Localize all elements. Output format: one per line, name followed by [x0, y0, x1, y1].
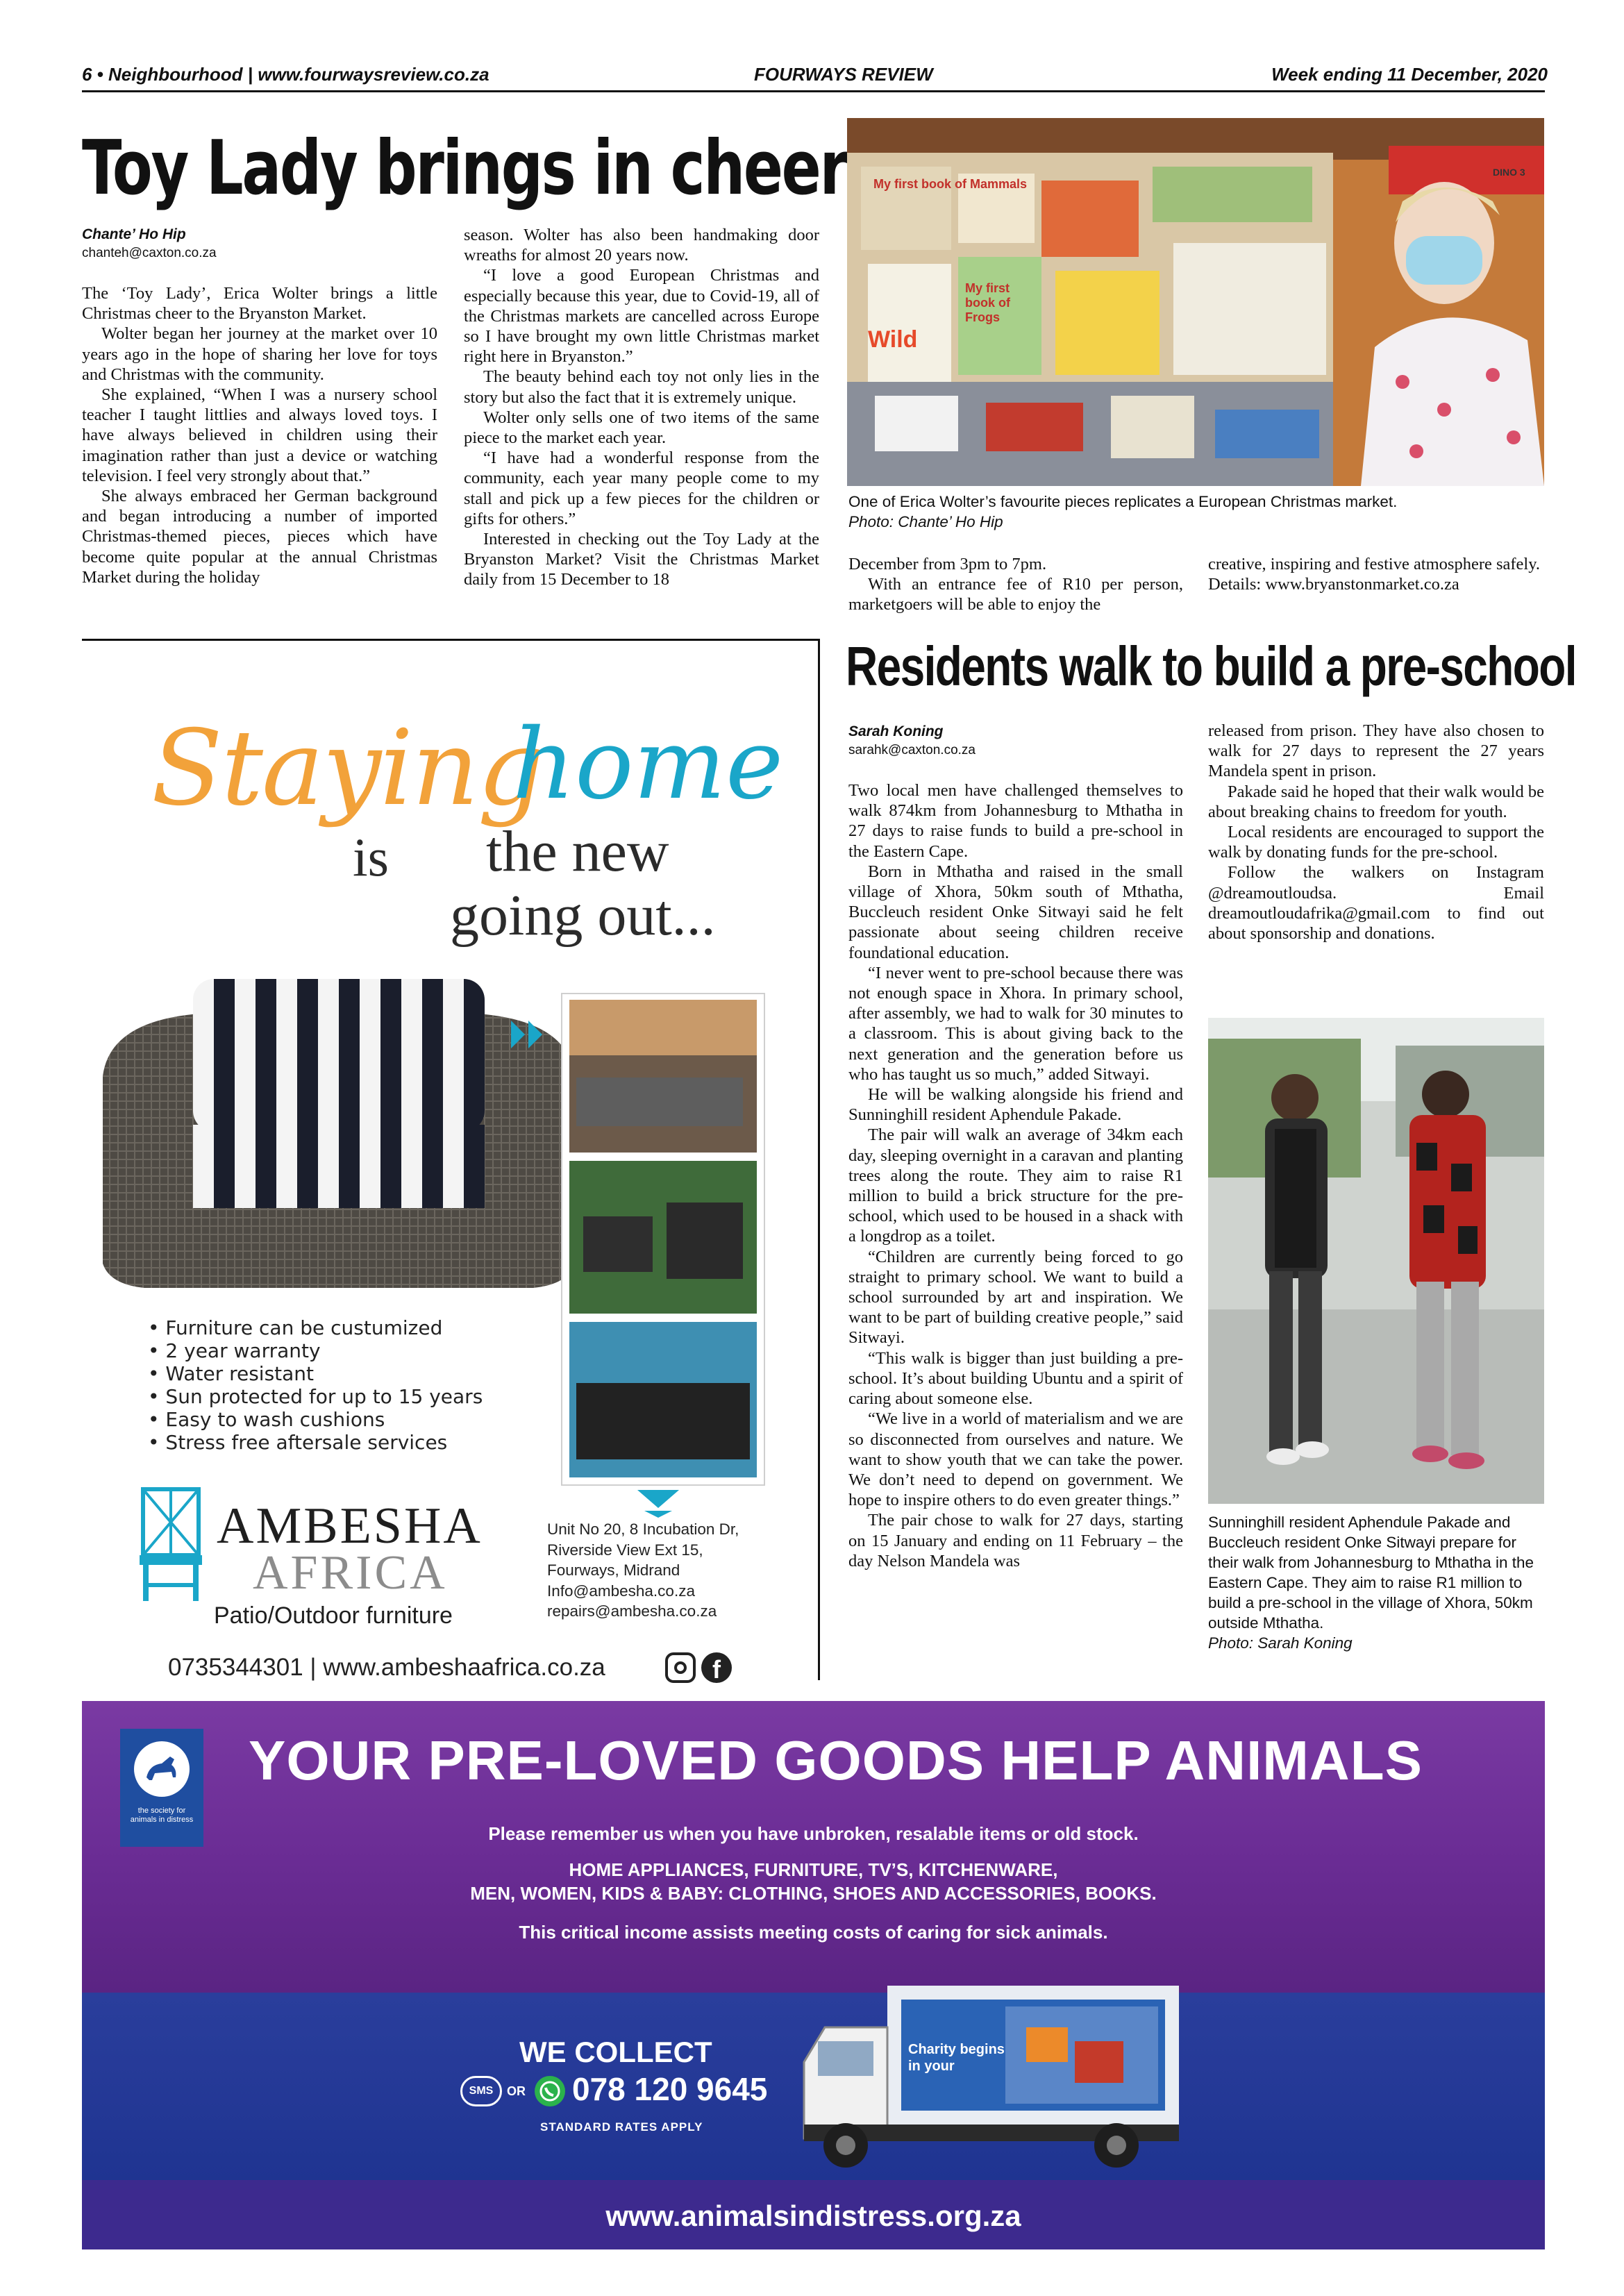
- paragraph: “We live in a world of materialism and we are so disconnected from ourselves and nature. We want to show youth that we can take the power. We don’t need to depend on government. We hope to inspire others to do even greater things.”: [848, 1409, 1183, 1510]
- ad-feature-item: • Easy to wash cushions: [148, 1408, 483, 1431]
- banner-url[interactable]: www.animalsindistress.org.za: [605, 2199, 1021, 2232]
- ad-address-line: Riverside View Ext 15,: [547, 1541, 703, 1559]
- byline-email: sarahk@caxton.co.za: [848, 743, 976, 757]
- armchair-image: [89, 972, 589, 1291]
- whatsapp-icon: [535, 2076, 565, 2106]
- header-publication: FOURWAYS REVIEW: [754, 64, 933, 85]
- paragraph: December from 3pm to 7pm.: [848, 555, 1047, 573]
- photo-sign-frogs: My first book of Frogs: [965, 281, 1010, 324]
- facebook-icon[interactable]: f: [701, 1652, 732, 1683]
- paragraph: The beauty behind each toy not only lies in the story but also the fact that it is extremely unique.: [464, 367, 819, 407]
- truck-image: [797, 1986, 1186, 2180]
- ad-script-home: home: [512, 708, 784, 821]
- ad-brand-ambesha: AMBESHA: [217, 1498, 483, 1555]
- paragraph: Pakade said he hoped that their walk would be about breaking chains to freedom for youth.: [1208, 782, 1544, 821]
- ad-line-is: is: [353, 827, 390, 887]
- paragraph: She explained, “When I was a nursery school teacher I taught littlies and always loved toys. I have always believed in children using their imagination rather than just a device or watching television. I feel very strongly about that.”: [82, 385, 437, 485]
- ad-line-the-new: the new: [486, 819, 669, 884]
- ad-address: [547, 1519, 739, 1622]
- paragraph: She always embraced her German background and began introducing a number of imported Christmas-themed pieces, pieces which have become quite popular at the annual Christmas Market during the holiday: [82, 487, 437, 587]
- toy-lady-photo: [847, 118, 1544, 486]
- truck-slogan: [908, 2041, 1005, 2075]
- ad-contact-line: 0735344301 | www.ambeshaafrica.co.za: [168, 1654, 605, 1681]
- chevron-down-icon: [637, 1490, 679, 1518]
- paragraph: The pair will walk an average of 34km each day, sleeping overnight in a caravan and planting trees along the route. They aim to raise R1 million to build a brick structure for the pre-school, which used to be housed in a shack with a longdrop as a toilet.: [848, 1125, 1183, 1246]
- truck-slogan-line: in your: [908, 2059, 955, 2074]
- photo-credit: Photo: Sarah Koning: [1208, 1634, 1353, 1652]
- we-collect-label: WE COLLECT: [519, 2036, 712, 2068]
- banner-line-2: HOME APPLIANCES, FURNITURE, TV’S, KITCHENWARE,: [569, 1859, 1058, 1880]
- header-section: 6 • Neighbourhood | www.fourwaysreview.co.za: [82, 64, 489, 85]
- article1-column4: [1208, 554, 1544, 594]
- header-rule: [82, 90, 1545, 92]
- paragraph: released from prison. They have also chosen to walk for 27 days to represent the 27 years Mandela spent in prison.: [1208, 721, 1544, 781]
- paragraph: “I never went to pre-school because there was not enough space in Xhora. In primary school, after assembly, we had to walk for 30 minutes to a classroom. This is about giving back to the next generation and the generation before us who has taught us so much,” added Sitwayi.: [848, 963, 1183, 1084]
- headline-residents-walk: Residents walk to build a pre-school: [846, 635, 1576, 697]
- article2-column1: [848, 780, 1183, 1571]
- article1-column1: [82, 283, 437, 587]
- byline-author: Chante’ Ho Hip: [82, 226, 186, 242]
- banner-line-3: MEN, WOMEN, KIDS & BABY: CLOTHING, SHOES AND ACCESSORIES, BOOKS.: [470, 1883, 1157, 1904]
- column-divider: [818, 639, 820, 1680]
- walkers-caption: [1208, 1512, 1546, 1653]
- ad-feature-item: • 2 year warranty: [148, 1339, 483, 1362]
- or-label: OR: [507, 2084, 526, 2098]
- ad-brand-subtitle: Patio/Outdoor furniture: [214, 1602, 453, 1629]
- ad-email: Info@ambesha.co.za: [547, 1582, 695, 1600]
- byline-email: chanteh@caxton.co.za: [82, 246, 217, 260]
- paragraph: Follow the walkers on Instagram @dreamoutloudsa. Email dreamoutloudafrika@gmail.com to find out about sponsorship and donations.: [1208, 863, 1544, 944]
- banner-line-1: Please remember us when you have unbroken, resalable items or old stock.: [488, 1823, 1139, 1844]
- logo-text: the society for animals in distress: [130, 1807, 194, 1824]
- paragraph: Wolter only sells one of two items of the same piece to the market each year.: [464, 408, 819, 448]
- ad-feature-item: • Sun protected for up to 15 years: [148, 1385, 483, 1408]
- caption-text: Sunninghill resident Aphendule Pakade and Buccleuch resident Onke Sitwayi prepare for their walk from Johannesburg to Mthatha in the Eastern Cape. They aim to raise R1 million to build a pre-school in the village of Xhora, 50km outside Mthatha.: [1208, 1514, 1534, 1632]
- animals-in-distress-banner: [82, 1701, 1545, 2249]
- ad-line-going-out: going out...: [450, 883, 716, 948]
- paragraph: The ‘Toy Lady’, Erica Wolter brings a little Christmas cheer to the Bryanston Market.: [82, 284, 437, 324]
- byline-author: Sarah Koning: [848, 723, 944, 739]
- ad-feature-item: • Furniture can be custumized: [148, 1316, 483, 1339]
- ad-script-staying: Staying: [151, 708, 543, 829]
- paragraph: He will be walking alongside his friend and Sunninghill resident Aphendule Pakade.: [848, 1085, 1183, 1125]
- photo-credit: Photo: Chante’ Ho Hip: [848, 513, 1003, 530]
- headline-toy-lady: Toy Lady brings in cheer: [82, 125, 847, 212]
- walkers-photo: [1208, 1018, 1544, 1504]
- paragraph: With an entrance fee of R10 per person, marketgoers will be able to enjoy the: [848, 575, 1183, 614]
- paragraph: Two local men have challenged themselves to walk 874km from Johannesburg to Mthatha in 27 days to raise funds to build a pre-school in the Eastern Cape.: [848, 781, 1183, 861]
- photo-sign-mammals: My first book of Mammals: [873, 177, 1028, 191]
- section-rule: [82, 639, 819, 641]
- ad-address-line: Unit No 20, 8 Incubation Dr,: [547, 1520, 739, 1538]
- article1-column2: [464, 225, 819, 590]
- collect-phone-number[interactable]: 078 120 9645: [572, 2071, 768, 2107]
- photo-sign-wild: Wild: [868, 326, 918, 353]
- paragraph: Interested in checking out the Toy Lady at the Bryanston Market? Visit the Christmas Market daily from 15 December to 18: [464, 530, 819, 589]
- truck-slogan-line: Charity begins: [908, 2042, 1005, 2057]
- header-date: Week ending 11 December, 2020: [1271, 64, 1548, 85]
- caption-text: One of Erica Wolter’s favourite pieces replicates a European Christmas market.: [848, 493, 1398, 510]
- ad-address-line: Fourways, Midrand: [547, 1561, 680, 1579]
- article2-column2: [1208, 721, 1544, 944]
- article1-column3: [848, 554, 1183, 615]
- paragraph: Local residents are encouraged to support the walk by donating funds for the pre-school.: [1208, 823, 1544, 862]
- paragraph: “Children are currently being forced to go straight to primary school. We want to build a school surrounded by art and inspiration. We want to be part of building creative people,” said Sitwayi.: [848, 1247, 1183, 1348]
- photo-sign-dino: DINO 3: [1493, 167, 1525, 178]
- ad-feature-item: • Water resistant: [148, 1362, 483, 1385]
- ad-brand-africa: AFRICA: [253, 1546, 448, 1600]
- paragraph: Wolter began her journey at the market over 10 years ago in the hope of sharing her love for toys and Christmas with the community.: [82, 324, 437, 384]
- paragraph: Details: www.bryanstonmarket.co.za: [1208, 575, 1459, 594]
- chair-logo-icon: [136, 1486, 206, 1604]
- paragraph: “I love a good European Christmas and especially because this year, due to Covid-19, all of the Christmas markets are cancelled across Europe so I have brought my own little Christmas market right here in Bryanston.”: [464, 266, 819, 367]
- horse-icon: [134, 1741, 190, 1797]
- paragraph: Born in Mthatha and raised in the small village of Xhora, 50km south of Mthatha, Buccleuch resident Onke Sitwayi said he felt passionate about seeing children receive foundational education.: [848, 862, 1183, 962]
- paragraph: “This walk is bigger than just building a pre-school. It’s about building Ubuntu and a spirit of caring about someone else.: [848, 1348, 1183, 1409]
- paragraph: season. Wolter has also been handmaking door wreaths for almost 20 years now.: [464, 226, 819, 265]
- paragraph: creative, inspiring and festive atmosphere safely.: [1208, 555, 1541, 573]
- ambesha-advert: [82, 646, 818, 1687]
- ad-feature-list: [148, 1316, 483, 1454]
- banner-line-4: This critical income assists meeting costs of caring for sick animals.: [519, 1922, 1108, 1943]
- ad-email: repairs@ambesha.co.za: [547, 1602, 717, 1620]
- ad-photo-strip: [561, 993, 765, 1486]
- sms-icon: SMS: [460, 2076, 502, 2106]
- paragraph: The pair chose to walk for 27 days, starting on 15 January and ending on 11 February – the day Nelson Mandela was: [848, 1511, 1183, 1570]
- instagram-icon[interactable]: [665, 1652, 696, 1683]
- toy-lady-caption: [848, 492, 1543, 532]
- paragraph: “I have had a wonderful response from the community, each year many people come to my stall and pick up a few pieces for the children or gifts for others.”: [464, 449, 819, 528]
- ad-feature-item: • Stress free aftersale services: [148, 1431, 483, 1454]
- rates-note: STANDARD RATES APPLY: [540, 2120, 703, 2134]
- chevron-right-icon: [511, 1021, 546, 1048]
- banner-headline: YOUR PRE-LOVED GOODS HELP ANIMALS: [249, 1729, 1423, 1791]
